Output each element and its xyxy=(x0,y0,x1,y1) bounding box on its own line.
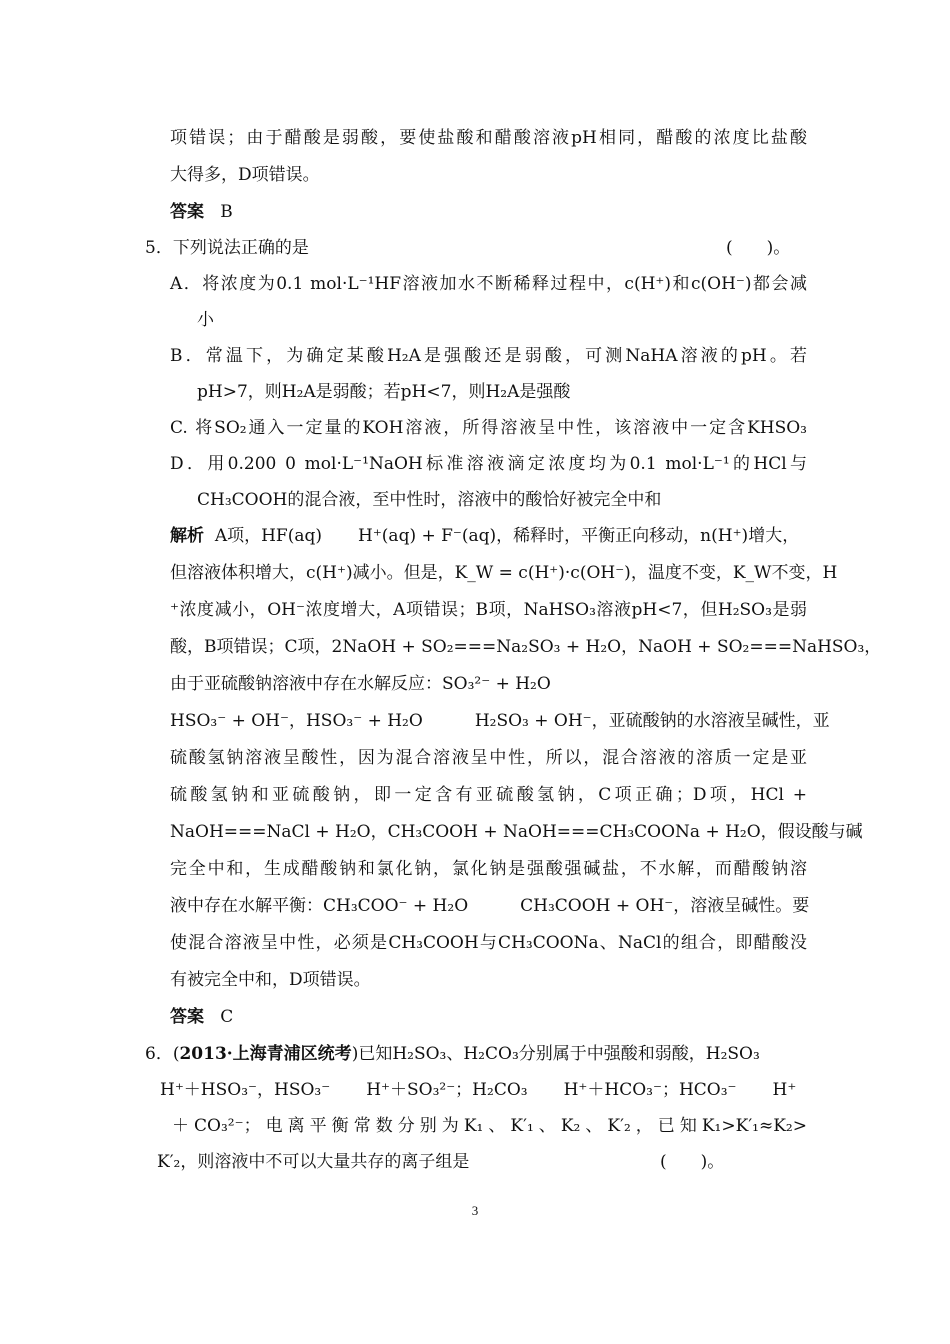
analysis-text: H₂SO₃ + OH⁻，亚硫酸钠的水溶液呈碱性，亚 xyxy=(474,711,830,731)
question-6-stem xyxy=(145,1042,760,1066)
analysis-text: HSO₃⁻ + OH⁻，HSO₃⁻ + H₂O xyxy=(170,711,423,731)
question-5-paren: ( )。 xyxy=(726,238,791,258)
answer-label: 答案 xyxy=(170,202,204,222)
question-number: 6．( xyxy=(145,1044,180,1064)
analysis-line: 完全中和，生成醋酸钠和氯化钠，氯化钠是强酸强碱盐，不水解，而醋酸钠溶 xyxy=(170,859,807,879)
analysis-line: 硫酸氢钠溶液呈酸性，因为混合溶液呈中性，所以，混合溶液的溶质一定是亚 xyxy=(170,748,807,768)
analysis-line xyxy=(170,894,810,918)
equation: H⁺ xyxy=(772,1080,797,1100)
equation: H⁺＋SO₃²⁻；H₂CO₃ xyxy=(366,1080,528,1100)
question-5-stem: 5．下列说法正确的是 xyxy=(145,238,309,258)
analysis-line: 硫酸氢钠和亚硫酸钠，即一定含有亚硫酸氢钠，C项正确；D项，HCl + xyxy=(170,785,807,805)
option-b: B．常温下，为确定某酸H₂A是强酸还是弱酸，可测NaHA溶液的pH。若 xyxy=(170,346,807,366)
analysis-line xyxy=(170,524,807,548)
analysis-line: 由于亚硫酸钠溶液中存在水解反应：SO₃²⁻ + H₂O xyxy=(170,674,551,694)
answer-label: 答案 xyxy=(170,1007,204,1027)
analysis-line: 有被完全中和，D项错误。 xyxy=(170,970,371,990)
question-6-line: K′₂，则溶液中不可以大量共存的离子组是 xyxy=(157,1152,470,1172)
option-a-cont: 小 xyxy=(197,310,214,330)
option-c: C. 将SO₂通入一定量的KOH溶液，所得溶液呈中性，该溶液中一定含KHSO₃ xyxy=(170,418,807,438)
equation: H⁺＋HSO₃⁻，HSO₃⁻ xyxy=(160,1080,331,1100)
answer-value: C xyxy=(220,1007,234,1027)
option-d-cont: CH₃COOH的混合液，至中性时，溶液中的酸恰好被完全中和 xyxy=(197,490,662,510)
question-source: 2013·上海青浦区统考 xyxy=(179,1044,352,1064)
page-number: 3 xyxy=(471,1203,479,1218)
answer-line xyxy=(170,200,233,224)
question-6-paren: ( )。 xyxy=(660,1152,725,1172)
analysis-label: 解析 xyxy=(170,526,204,546)
analysis-text: H⁺(aq) + F⁻(aq)，稀释时，平衡正向移动，n(H⁺)增大， xyxy=(358,526,800,546)
option-a: A．将浓度为0.1 mol·L⁻¹HF溶液加水不断稀释过程中，c(H⁺)和c(OH⁻)都会减 xyxy=(170,274,807,294)
analysis-text: 液中存在水解平衡：CH₃COO⁻ + H₂O xyxy=(170,896,469,916)
analysis-continued-line: 项错误；由于醋酸是弱酸，要使盐酸和醋酸溶液pH相同，醋酸的浓度比盐酸 xyxy=(170,128,807,148)
analysis-text: CH₃COOH + OH⁻，溶液呈碱性。要 xyxy=(520,896,810,916)
analysis-line xyxy=(170,709,830,733)
answer-value: B xyxy=(220,202,233,222)
question-6-equations xyxy=(160,1078,807,1102)
analysis-continued-line: 大得多，D项错误。 xyxy=(170,165,320,185)
option-b-cont: pH>7，则H₂A是弱酸；若pH<7，则H₂A是强酸 xyxy=(197,382,571,402)
analysis-line: 但溶液体积增大，c(H⁺)减小。但是，K_W = c(H⁺)·c(OH⁻)，温度不变，K_W不变，H xyxy=(170,563,838,583)
analysis-line: NaOH===NaCl + H₂O，CH₃COOH + NaOH===CH₃COONa + H₂O，假设酸与碱 xyxy=(170,822,863,842)
question-text: )已知H₂SO₃、H₂CO₃分别属于中强酸和弱酸，H₂SO₃ xyxy=(351,1044,760,1064)
analysis-line: 酸，B项错误；C项，2NaOH + SO₂===Na₂SO₃ + H₂O，NaOH + SO₂===NaHSO₃， xyxy=(170,637,882,657)
option-d: D．用0.200 0 mol·L⁻¹NaOH标准溶液滴定浓度均为0.1 mol·L⁻¹的HCl与 xyxy=(170,454,807,474)
analysis-line: ⁺浓度减小，OH⁻浓度增大，A项错误；B项，NaHSO₃溶液pH<7，但H₂SO₃是弱 xyxy=(170,600,807,620)
equation: H⁺＋HCO₃⁻；HCO₃⁻ xyxy=(563,1080,737,1100)
analysis-text: A项，HF(aq) xyxy=(214,526,322,546)
answer-line xyxy=(170,1005,233,1029)
question-6-line: ＋CO₃²⁻；电离平衡常数分别为K₁、K′₁、K₂、K′₂，已知K₁>K′₁≈K₂> xyxy=(172,1116,807,1136)
analysis-line: 使混合溶液呈中性，必须是CH₃COOH与CH₃COONa、NaCl的组合，即醋酸没 xyxy=(170,933,807,953)
